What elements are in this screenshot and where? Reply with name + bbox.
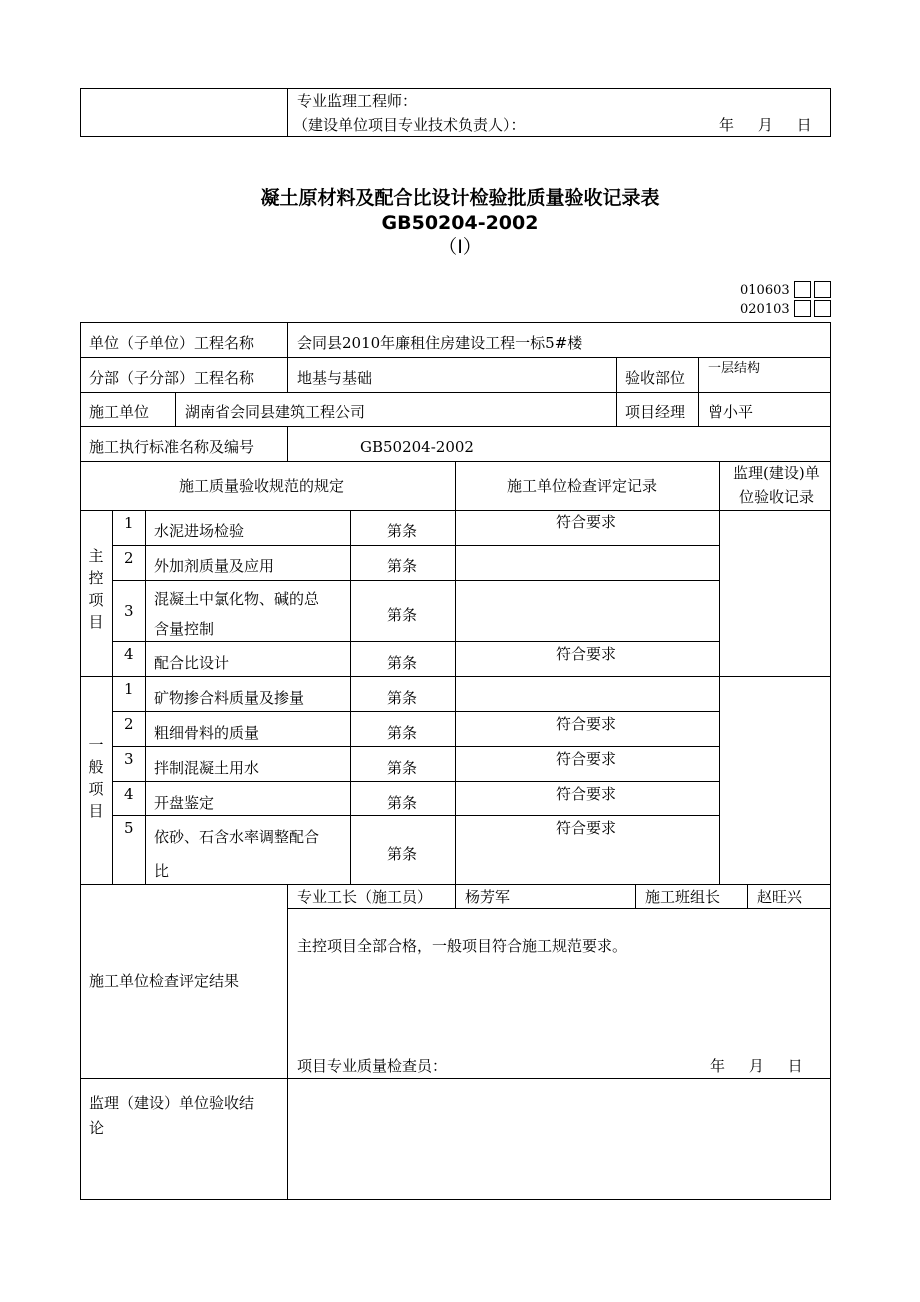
supervision-conclusion-label-2: 论 <box>89 1119 105 1137</box>
general-item-3-clause: 第条 <box>387 759 418 777</box>
supervisor-engineer-label: 专业监理工程师： <box>297 92 418 110</box>
quality-inspector-label: 项目专业质量检查员： <box>297 1057 448 1075</box>
general-item-5-clause: 第条 <box>387 845 418 863</box>
part-number: （Ⅰ） <box>438 236 482 258</box>
main-item-4-name: 配合比设计 <box>154 654 230 672</box>
code-1-checkbox-b[interactable] <box>814 281 831 298</box>
general-items-group-label: 一 般 项 目 <box>88 736 104 820</box>
general-item-1-name: 矿物掺合料质量及掺量 <box>154 689 305 707</box>
general-item-4-name: 开盘鉴定 <box>154 794 215 812</box>
project-manager-label: 项目经理 <box>625 403 686 421</box>
owner-tech-lead-label: （建设单位项目专业技术负责人）： <box>293 116 526 134</box>
unit-name-label: 单位（子单位）工程名称 <box>89 334 255 352</box>
unit-name-value: 会同县2010年廉租住房建设工程一标5#楼 <box>297 334 583 352</box>
top-date: 年 月 日 <box>719 116 812 134</box>
spec-column-header: 施工质量验收规范的规定 <box>179 477 345 495</box>
code-2-checkbox-b[interactable] <box>814 300 831 317</box>
standard-number: GB50204-2002 <box>381 212 539 234</box>
standard-value: GB50204-2002 <box>360 438 474 456</box>
supervision-column-header-2: 位验收记录 <box>739 488 815 506</box>
page-title: 凝土原材料及配合比设计检验批质量验收记录表 <box>260 187 660 209</box>
contractor-value: 湖南省会同县建筑工程公司 <box>185 403 366 421</box>
main-items-group-label: 主 控 项 目 <box>88 547 104 631</box>
contractor-result-label: 施工单位检查评定结果 <box>89 972 240 990</box>
standard-label: 施工执行标准名称及编号 <box>89 438 255 456</box>
supervision-conclusion-label-1: 监理（建设）单位验收结 <box>89 1094 255 1112</box>
general-item-4-result: 符合要求 <box>556 785 617 803</box>
main-item-1-name: 水泥进场检验 <box>154 522 245 540</box>
acceptance-part-label: 验收部位 <box>625 369 686 387</box>
main-item-2-name: 外加剂质量及应用 <box>154 557 275 575</box>
subdivision-value: 地基与基础 <box>297 369 373 387</box>
general-item-5-name-1: 依砂、石含水率调整配合 <box>154 828 320 846</box>
general-item-4-clause: 第条 <box>387 794 418 812</box>
code-1: 010603 <box>740 283 790 298</box>
general-item-2-no: 2 <box>124 715 134 733</box>
main-item-2-no: 2 <box>124 549 134 567</box>
inspector-date: 年 月 日 <box>710 1057 803 1075</box>
main-item-3-no: 3 <box>124 602 134 620</box>
general-item-2-name: 粗细骨料的质量 <box>154 724 260 742</box>
code-1-checkbox-a[interactable] <box>794 281 811 298</box>
general-item-5-name-2: 比 <box>154 862 170 880</box>
main-item-4-clause: 第条 <box>387 654 418 672</box>
foreman-label: 专业工长（施工员） <box>297 888 433 906</box>
project-manager-value: 曾小平 <box>708 403 754 421</box>
contractor-label: 施工单位 <box>89 403 150 421</box>
general-item-1-no: 1 <box>124 680 134 698</box>
general-item-3-name: 拌制混凝土用水 <box>154 759 260 777</box>
subdivision-label: 分部（子分部）工程名称 <box>89 369 255 387</box>
main-item-1-clause: 第条 <box>387 522 418 540</box>
main-item-4-no: 4 <box>124 645 134 663</box>
general-item-1-clause: 第条 <box>387 689 418 707</box>
code-2-checkbox-a[interactable] <box>794 300 811 317</box>
top-box-divider <box>287 88 288 137</box>
supervision-column-header-1: 监理(建设)单 <box>733 464 820 482</box>
main-item-1-no: 1 <box>124 514 134 532</box>
foreman-value: 杨芳军 <box>465 888 511 906</box>
team-leader-value: 赵旺兴 <box>757 888 803 906</box>
general-item-5-result: 符合要求 <box>556 819 617 837</box>
code-2: 020103 <box>740 302 790 317</box>
contractor-result-text: 主控项目全部合格，一般项目符合施工规范要求。 <box>297 937 628 955</box>
main-item-3-name-1: 混凝土中氯化物、碱的总 <box>154 590 320 608</box>
main-item-3-name-2: 含量控制 <box>154 620 215 638</box>
general-item-4-no: 4 <box>124 785 134 803</box>
general-item-2-clause: 第条 <box>387 724 418 742</box>
main-item-4-result: 符合要求 <box>556 645 617 663</box>
general-item-3-result: 符合要求 <box>556 750 617 768</box>
acceptance-part-value: 一层结构 <box>708 361 761 376</box>
team-leader-label: 施工班组长 <box>645 888 721 906</box>
general-item-5-no: 5 <box>124 819 134 837</box>
general-item-2-result: 符合要求 <box>556 715 617 733</box>
main-item-3-clause: 第条 <box>387 606 418 624</box>
main-item-1-result: 符合要求 <box>556 513 617 531</box>
general-item-3-no: 3 <box>124 750 134 768</box>
main-item-2-clause: 第条 <box>387 557 418 575</box>
check-column-header: 施工单位检查评定记录 <box>507 477 658 495</box>
